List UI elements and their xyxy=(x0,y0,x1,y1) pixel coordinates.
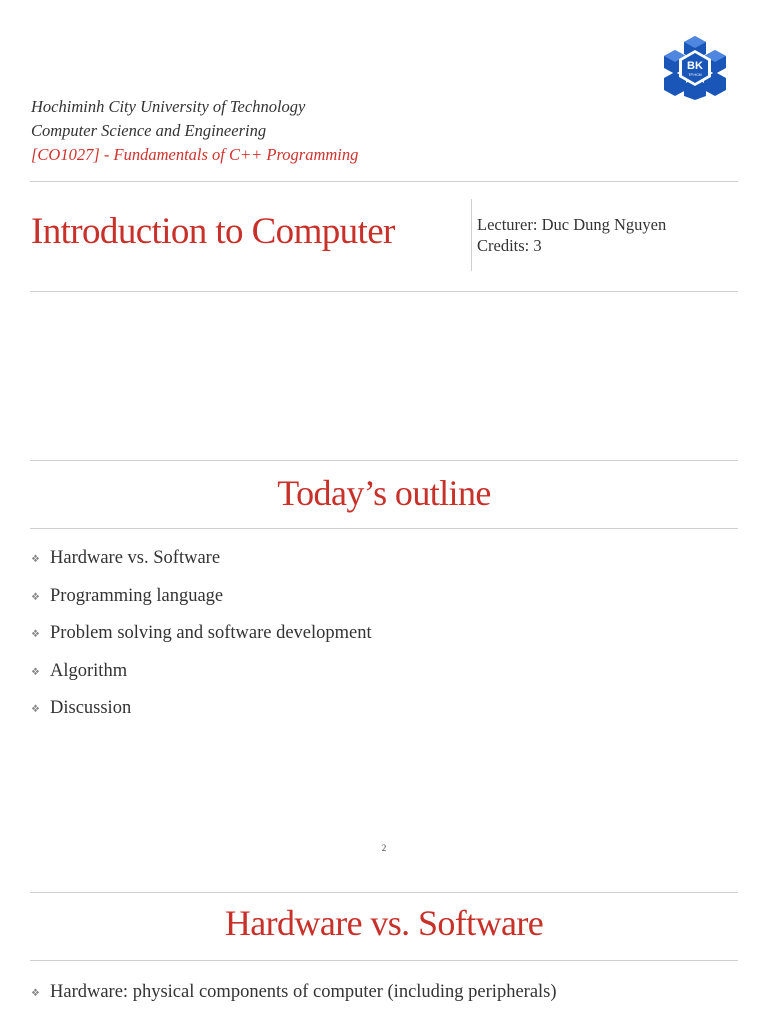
diamond-bullet-icon: ❖ xyxy=(31,666,40,678)
diamond-bullet-icon: ❖ xyxy=(31,704,40,715)
title-divider xyxy=(30,291,738,292)
slide3-top-divider xyxy=(30,892,738,893)
bk-university-logo-icon xyxy=(662,34,728,100)
list-item xyxy=(31,548,372,586)
list-item xyxy=(31,586,372,624)
hardware-list xyxy=(31,982,557,1003)
hardware-software-title: Hardware vs. Software xyxy=(224,903,544,943)
list-item xyxy=(31,982,557,1003)
university-name: Hochiminh City University of Technology xyxy=(31,97,306,116)
diamond-bullet-icon: ❖ xyxy=(31,629,40,640)
credits: Credits: 3 xyxy=(477,236,542,255)
list-item-label: Programming language xyxy=(50,585,224,606)
diamond-bullet-icon: ❖ xyxy=(31,554,40,565)
list-item-label: Algorithm xyxy=(50,660,128,681)
slide2-top-divider xyxy=(30,460,738,461)
slide2-title-divider xyxy=(30,528,738,529)
outline-list xyxy=(31,548,372,736)
list-item-label: Problem solving and software development xyxy=(50,623,372,643)
course-name: [CO1027] - Fundamentals of C++ Programming xyxy=(31,145,359,164)
list-item xyxy=(31,623,372,661)
lecturer-name: Lecturer: Duc Dung Nguyen xyxy=(477,215,667,234)
logo-subtext: TP.HCM xyxy=(688,73,702,77)
list-item xyxy=(31,698,372,736)
header-divider xyxy=(30,181,738,182)
diamond-bullet-icon: ❖ xyxy=(31,988,40,999)
slide3-title-divider xyxy=(30,960,738,961)
lecturer-info xyxy=(477,214,666,256)
course-header xyxy=(31,95,358,167)
list-item-label: Hardware: physical components of computer (including peripherals) xyxy=(50,982,557,1002)
diamond-bullet-icon: ❖ xyxy=(31,591,40,603)
outline-title: Today’s outline xyxy=(277,473,491,513)
page-number: 2 xyxy=(381,843,387,853)
list-item-label: Hardware vs. Software xyxy=(50,548,221,568)
slide-title: Introduction to Computer xyxy=(31,211,395,252)
title-separator xyxy=(471,199,472,271)
department-name: Computer Science and Engineering xyxy=(31,121,267,140)
logo-text: BK xyxy=(687,60,703,72)
list-item xyxy=(31,661,372,699)
list-item-label: Discussion xyxy=(50,698,132,718)
